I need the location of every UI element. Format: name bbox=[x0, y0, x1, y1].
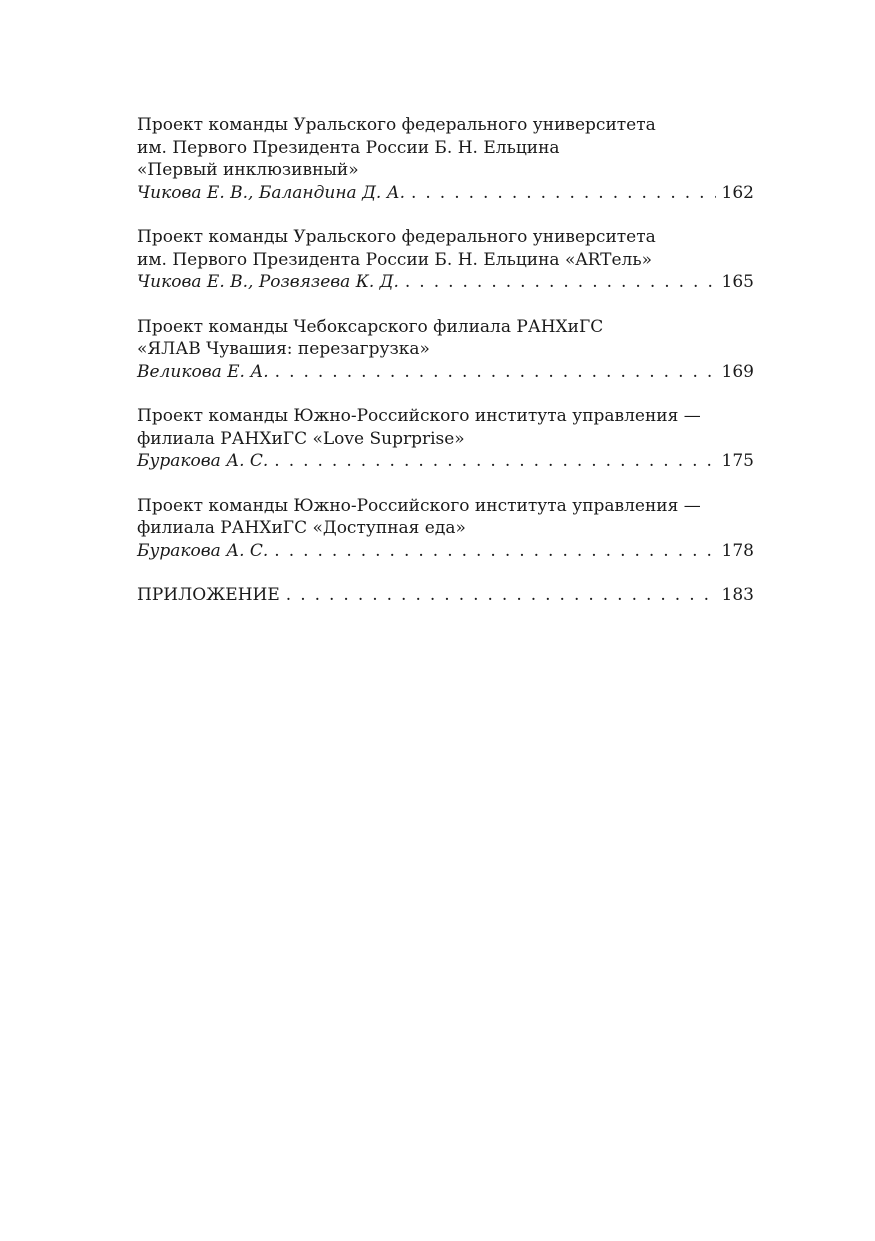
appendix-row bbox=[137, 584, 754, 607]
toc-entry bbox=[137, 114, 754, 204]
entry-page-number: 169 bbox=[721, 361, 754, 382]
dot-leader bbox=[411, 182, 716, 205]
entry-title-line: Проект команды Южно-Российского института управления — bbox=[137, 406, 701, 426]
entry-author-row bbox=[137, 450, 754, 473]
dot-leader bbox=[286, 584, 716, 607]
entry-title-line: Проект команды Чебоксарского филиала РАНХиГС bbox=[137, 316, 604, 337]
entry-title-line: «Первый инклюзивный» bbox=[137, 160, 359, 180]
dot-leader bbox=[275, 361, 716, 384]
toc-entry bbox=[137, 495, 754, 563]
entry-page-number: 178 bbox=[721, 540, 754, 561]
toc-entry bbox=[137, 226, 754, 294]
entry-author-row bbox=[137, 361, 754, 384]
toc-entry bbox=[137, 405, 754, 473]
entry-author-row bbox=[137, 271, 754, 294]
dot-leader bbox=[405, 271, 716, 294]
entry-authors: Чикова Е. В., Розвязева К. Д. bbox=[137, 272, 399, 292]
entry-title-line: филиала РАНХиГС «Доступная еда» bbox=[137, 518, 466, 538]
entry-page-number: 165 bbox=[721, 272, 754, 292]
dot-leader bbox=[274, 450, 715, 473]
dot-leader bbox=[274, 540, 715, 563]
entry-page-number: 162 bbox=[721, 182, 754, 203]
entry-title-line: им. Первого Президента России Б. Н. Ельцина bbox=[137, 137, 560, 158]
toc-appendix-entry bbox=[137, 584, 754, 607]
appendix-page-number: 183 bbox=[721, 585, 754, 605]
entry-authors: Чикова Е. В., Баландина Д. А. bbox=[137, 182, 405, 203]
entry-title-line: Проект команды Южно-Российского института управления — bbox=[137, 495, 701, 516]
entry-authors: Буракова А. С. bbox=[137, 540, 269, 561]
toc-entry bbox=[137, 316, 754, 384]
table-of-contents bbox=[137, 114, 754, 607]
appendix-label: ПРИЛОЖЕНИЕ bbox=[137, 585, 280, 605]
entry-title-line: Проект команды Уральского федерального университета bbox=[137, 115, 656, 135]
entry-title-line: филиала РАНХиГС «Love Suprprise» bbox=[137, 428, 465, 449]
entry-title-line: Проект команды Уральского федерального университета bbox=[137, 227, 656, 247]
entry-author-row bbox=[137, 182, 754, 205]
entry-title-line: «ЯЛАВ Чувашия: перезагрузка» bbox=[137, 339, 430, 359]
entry-authors: Буракова А. С. bbox=[137, 451, 269, 471]
entry-author-row bbox=[137, 540, 754, 563]
entry-authors: Великова Е. А. bbox=[137, 361, 269, 382]
entry-page-number: 175 bbox=[721, 451, 754, 471]
entry-title-line: им. Первого Президента России Б. Н. Ельцина «ARTель» bbox=[137, 249, 652, 270]
